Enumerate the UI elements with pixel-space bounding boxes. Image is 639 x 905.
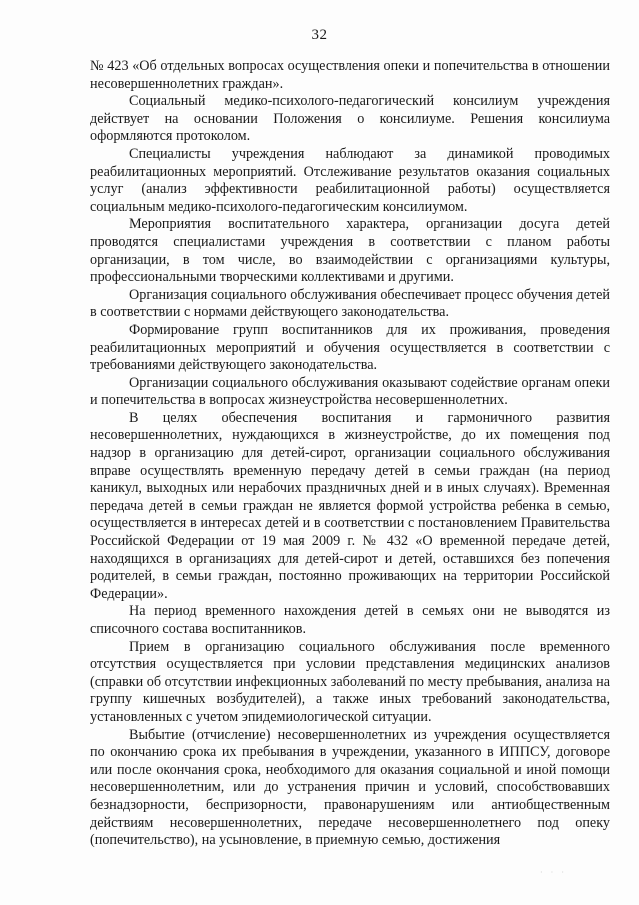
page-number: 32 bbox=[311, 27, 328, 43]
paragraph-temporary-transfer: В целях обеспечения воспитания и гармоничного развития несовершеннолетних, нуждающихся в жизнеустройстве, до их помещения под надзор в организацию для детей-сирот, организации социального обслуживания вправе осуществлять временную передачу детей в семьи граждан (на период каникул, выходных или нерабочих праздничных дней и в иных случаях). Временная передача детей в семьи граждан не является формой устройства ребенка в семью, осуществляется в интересах детей и в соответствии с постановлением Правительства Российской Федерации от 19 мая 2009 г. № 432 «О временной передаче детей, находящихся в организациях для детей-сирот и детей, оставшихся без попечения родителей, в семьи граждан, постоянно проживающих на территории Российской Федерации». bbox=[90, 409, 610, 602]
paragraph-roster-status: На период временного нахождения детей в семьях они не выводятся из списочного состава воспитанников. bbox=[90, 603, 610, 637]
paragraph-discharge: Выбытие (отчисление) несовершеннолетних из учреждения осуществляется по окончанию срока их пребывания в учреждении, указанного в ИППСУ, договоре или после окончания срока, необходимого для оказания социальной и иной помощи несовершеннолетним, или до устранения причин и условий, способствовавших безнадзорности, беспризорности, правонарушениям или антиобщественным действиям несовершеннолетних, передаче несовершеннолетнего под опеку (попечительство), на усыновление, в приемную семью, достижения bbox=[90, 726, 610, 849]
scan-specks: · · · bbox=[540, 868, 567, 877]
paragraph-consilium: Социальный медико-психолого-педагогический консилиум учреждения действует на основании Положения о консилиуме. Решения консилиума оформляются протоколом. bbox=[90, 93, 610, 145]
paragraph-group-formation: Формирование групп воспитанников для их проживания, проведения реабилитационных мероприятий и обучения осуществляется в соответствии с требованиями действующего законодательства. bbox=[90, 321, 610, 374]
paragraph-continuation: № 423 «Об отдельных вопросах осуществления опеки и попечительства в отношении несовершеннолетних граждан». bbox=[90, 58, 610, 92]
paragraph-education-process: Организация социального обслуживания обеспечивает процесс обучения детей в соответствии с нормами действующего законодательства. bbox=[90, 286, 610, 321]
paragraph-guardianship-assistance: Организации социального обслуживания оказывают содействие органам опеки и попечительства в вопросах жизнеустройства несовершеннолетних. bbox=[90, 374, 610, 409]
paragraph-rehabilitation-monitoring: Специалисты учреждения наблюдают за динамикой проводимых реабилитационных мероприятий. Отслеживание результатов оказания социальных услуг (анализ эффективности реабилитационной работы) осуществляется социальным медико-психолого-педагогическим консилиумом. bbox=[90, 145, 610, 215]
paragraph-readmission: Прием в организацию социального обслуживания после временного отсутствия осуществляется при условии представления медицинских анализов (справки об отсутствии инфекционных заболеваний по месту пребывания, анализа на группу кишечных возбудителей), а также иных требований законодательства, установленных с учетом эпидемиологической ситуации. bbox=[90, 638, 610, 725]
paragraph-educational-activities: Мероприятия воспитательного характера, организации досуга детей проводятся специалистами учреждения в соответствии с планом работы организации, в том числе, во взаимодействии с организациями культуры, профессиональными творческими коллективами и другими. bbox=[90, 216, 610, 286]
document-body bbox=[90, 58, 610, 850]
